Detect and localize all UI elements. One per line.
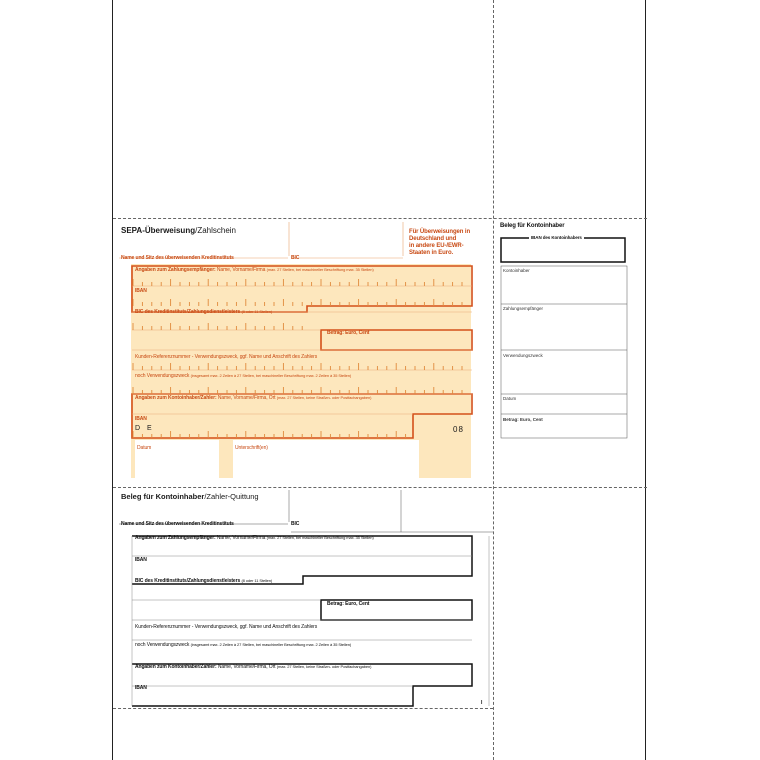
receipt-date-label: Datum bbox=[503, 396, 517, 401]
receipt-holder-label: Kontoinhaber bbox=[503, 268, 530, 273]
payee-label[interactable] bbox=[135, 267, 374, 273]
bic-label: BIC bbox=[291, 255, 300, 261]
copy-bic-label: BIC bbox=[291, 521, 300, 527]
purpose-cont-note: (insgesamt max. 2 Zeilen à 27 Stellen, bei maschineller Beschriftung max. 2 Zeilen à 35 Stellen) bbox=[190, 373, 352, 378]
copy-title bbox=[121, 492, 259, 501]
notice-line-3: in andere EU-/EWR- bbox=[409, 243, 464, 249]
payee-note: (max. 27 Stellen, bei maschineller Beschriftung max. 35 Stellen) bbox=[266, 267, 374, 272]
payer-label-rest: Name, Vorname/Firma, Ort bbox=[217, 395, 277, 401]
bank-name-label: Name und Sitz des überweisenden Kreditinstituts bbox=[121, 255, 234, 261]
copy-payer-label-rest: Name, Vorname/Firma, Ort bbox=[217, 664, 277, 670]
copy-payee-label-bold: Angaben zum Zahlungsempfänger: bbox=[135, 535, 217, 541]
receipt-purpose-label: Verwendungszweck bbox=[503, 353, 543, 358]
copy-payee-note: (max. 27 Stellen, bei maschineller Beschriftung max. 35 Stellen) bbox=[266, 535, 374, 540]
copy-bic-institute-label-bold: BIC des Kreditinstituts/Zahlungsdienstleisters bbox=[135, 578, 242, 584]
copy-payee-label-rest: Name, Vorname/Firma bbox=[216, 535, 267, 541]
iban-prefix-d: D bbox=[135, 425, 141, 432]
receipt-amount-label: Betrag: Euro, Cent bbox=[503, 417, 543, 422]
copy-bank-name-label: Name und Sitz des überweisenden Kreditinstituts bbox=[121, 521, 234, 527]
copy-purpose-cont-label bbox=[135, 642, 351, 648]
copy-bic-institute-label bbox=[135, 578, 272, 584]
date-label[interactable]: Datum bbox=[137, 445, 152, 451]
copy-payee-label bbox=[135, 535, 374, 541]
copy-page-mark: I bbox=[481, 700, 483, 706]
form-title bbox=[121, 226, 236, 235]
purpose-cont-label-text: noch Verwendungszweck bbox=[135, 373, 191, 379]
bic-institute-label[interactable] bbox=[135, 309, 272, 315]
payer-note: (max. 27 Stellen, keine Straßen- oder Postfachangaben) bbox=[276, 395, 372, 400]
iban-prefix-e: E bbox=[147, 425, 152, 432]
copy-payer-border bbox=[132, 664, 472, 706]
copy-payee-border bbox=[132, 536, 472, 584]
purpose-cont-label[interactable] bbox=[135, 373, 351, 379]
bic-institute-note: (8 oder 11 Stellen) bbox=[241, 309, 273, 314]
copy-purpose-cont-note: (insgesamt max. 2 Zeilen à 27 Stellen, bei maschineller Beschriftung max. 2 Zeilen à 35 Stellen) bbox=[190, 642, 352, 647]
receipt-title: Beleg für Kontoinhaber bbox=[500, 223, 565, 229]
notice-text bbox=[409, 229, 470, 257]
copy-payer-label-bold: Angaben zum Kontoinhaber/Zahler: bbox=[135, 664, 218, 670]
signature-label[interactable]: Unterschrift(en) bbox=[235, 445, 268, 451]
receipt-payee-label: Zahlungsempfänger bbox=[503, 306, 544, 311]
receipt-iban-label: IBAN des Kontoinhabers bbox=[531, 235, 582, 240]
copy-reference-label: Kunden-Referenznummer - Verwendungszweck, ggf. Name und Anschrift des Zahlers bbox=[135, 624, 318, 630]
copy-payer-note: (max. 27 Stellen, keine Straßen- oder Postfachangaben) bbox=[276, 664, 372, 669]
copy-title-bold: Beleg für Kontoinhaber bbox=[121, 492, 205, 501]
receipt-fields-box bbox=[501, 266, 627, 438]
payer-label-bold: Angaben zum Kontoinhaber/Zahler: bbox=[135, 395, 218, 401]
notice-line-1: Für Überweisungen in bbox=[409, 229, 471, 235]
copy-purpose-cont-label-text: noch Verwendungszweck bbox=[135, 642, 191, 648]
payee-label-bold: Angaben zum Zahlungsempfänger: bbox=[135, 267, 217, 273]
form-title-rest: /Zahlschein bbox=[195, 226, 237, 235]
notice-line-4: Staaten in Euro. bbox=[409, 250, 454, 256]
form-sheet bbox=[112, 0, 646, 760]
notice-line-2: Deutschland und bbox=[409, 236, 457, 242]
payer-iban-label[interactable]: IBAN bbox=[135, 416, 147, 422]
bic-institute-label-bold: BIC des Kreditinstituts/Zahlungsdienstleisters bbox=[135, 309, 242, 315]
copy-title-rest: /Zahler-Quittung bbox=[204, 492, 259, 501]
form-code: 08 bbox=[453, 425, 464, 434]
copy-bic-institute-note: (8 oder 11 Stellen) bbox=[241, 578, 273, 583]
receipt-iban-box bbox=[501, 238, 625, 262]
copy-payer-label bbox=[135, 664, 371, 670]
reference-label[interactable]: Kunden-Referenznummer - Verwendungszweck, ggf. Name und Anschrift des Zahlers bbox=[135, 354, 318, 360]
form-title-bold: SEPA-Überweisung bbox=[121, 226, 196, 235]
iban-label[interactable]: IBAN bbox=[135, 288, 147, 294]
amount-label[interactable]: Betrag: Euro, Cent bbox=[327, 330, 370, 336]
payer-label[interactable] bbox=[135, 395, 371, 401]
copy-amount-label: Betrag: Euro, Cent bbox=[327, 601, 370, 607]
payee-label-rest: Name, Vorname/Firma bbox=[216, 267, 267, 273]
copy-iban-label: IBAN bbox=[135, 557, 147, 563]
copy-payer-iban-label: IBAN bbox=[135, 685, 147, 691]
